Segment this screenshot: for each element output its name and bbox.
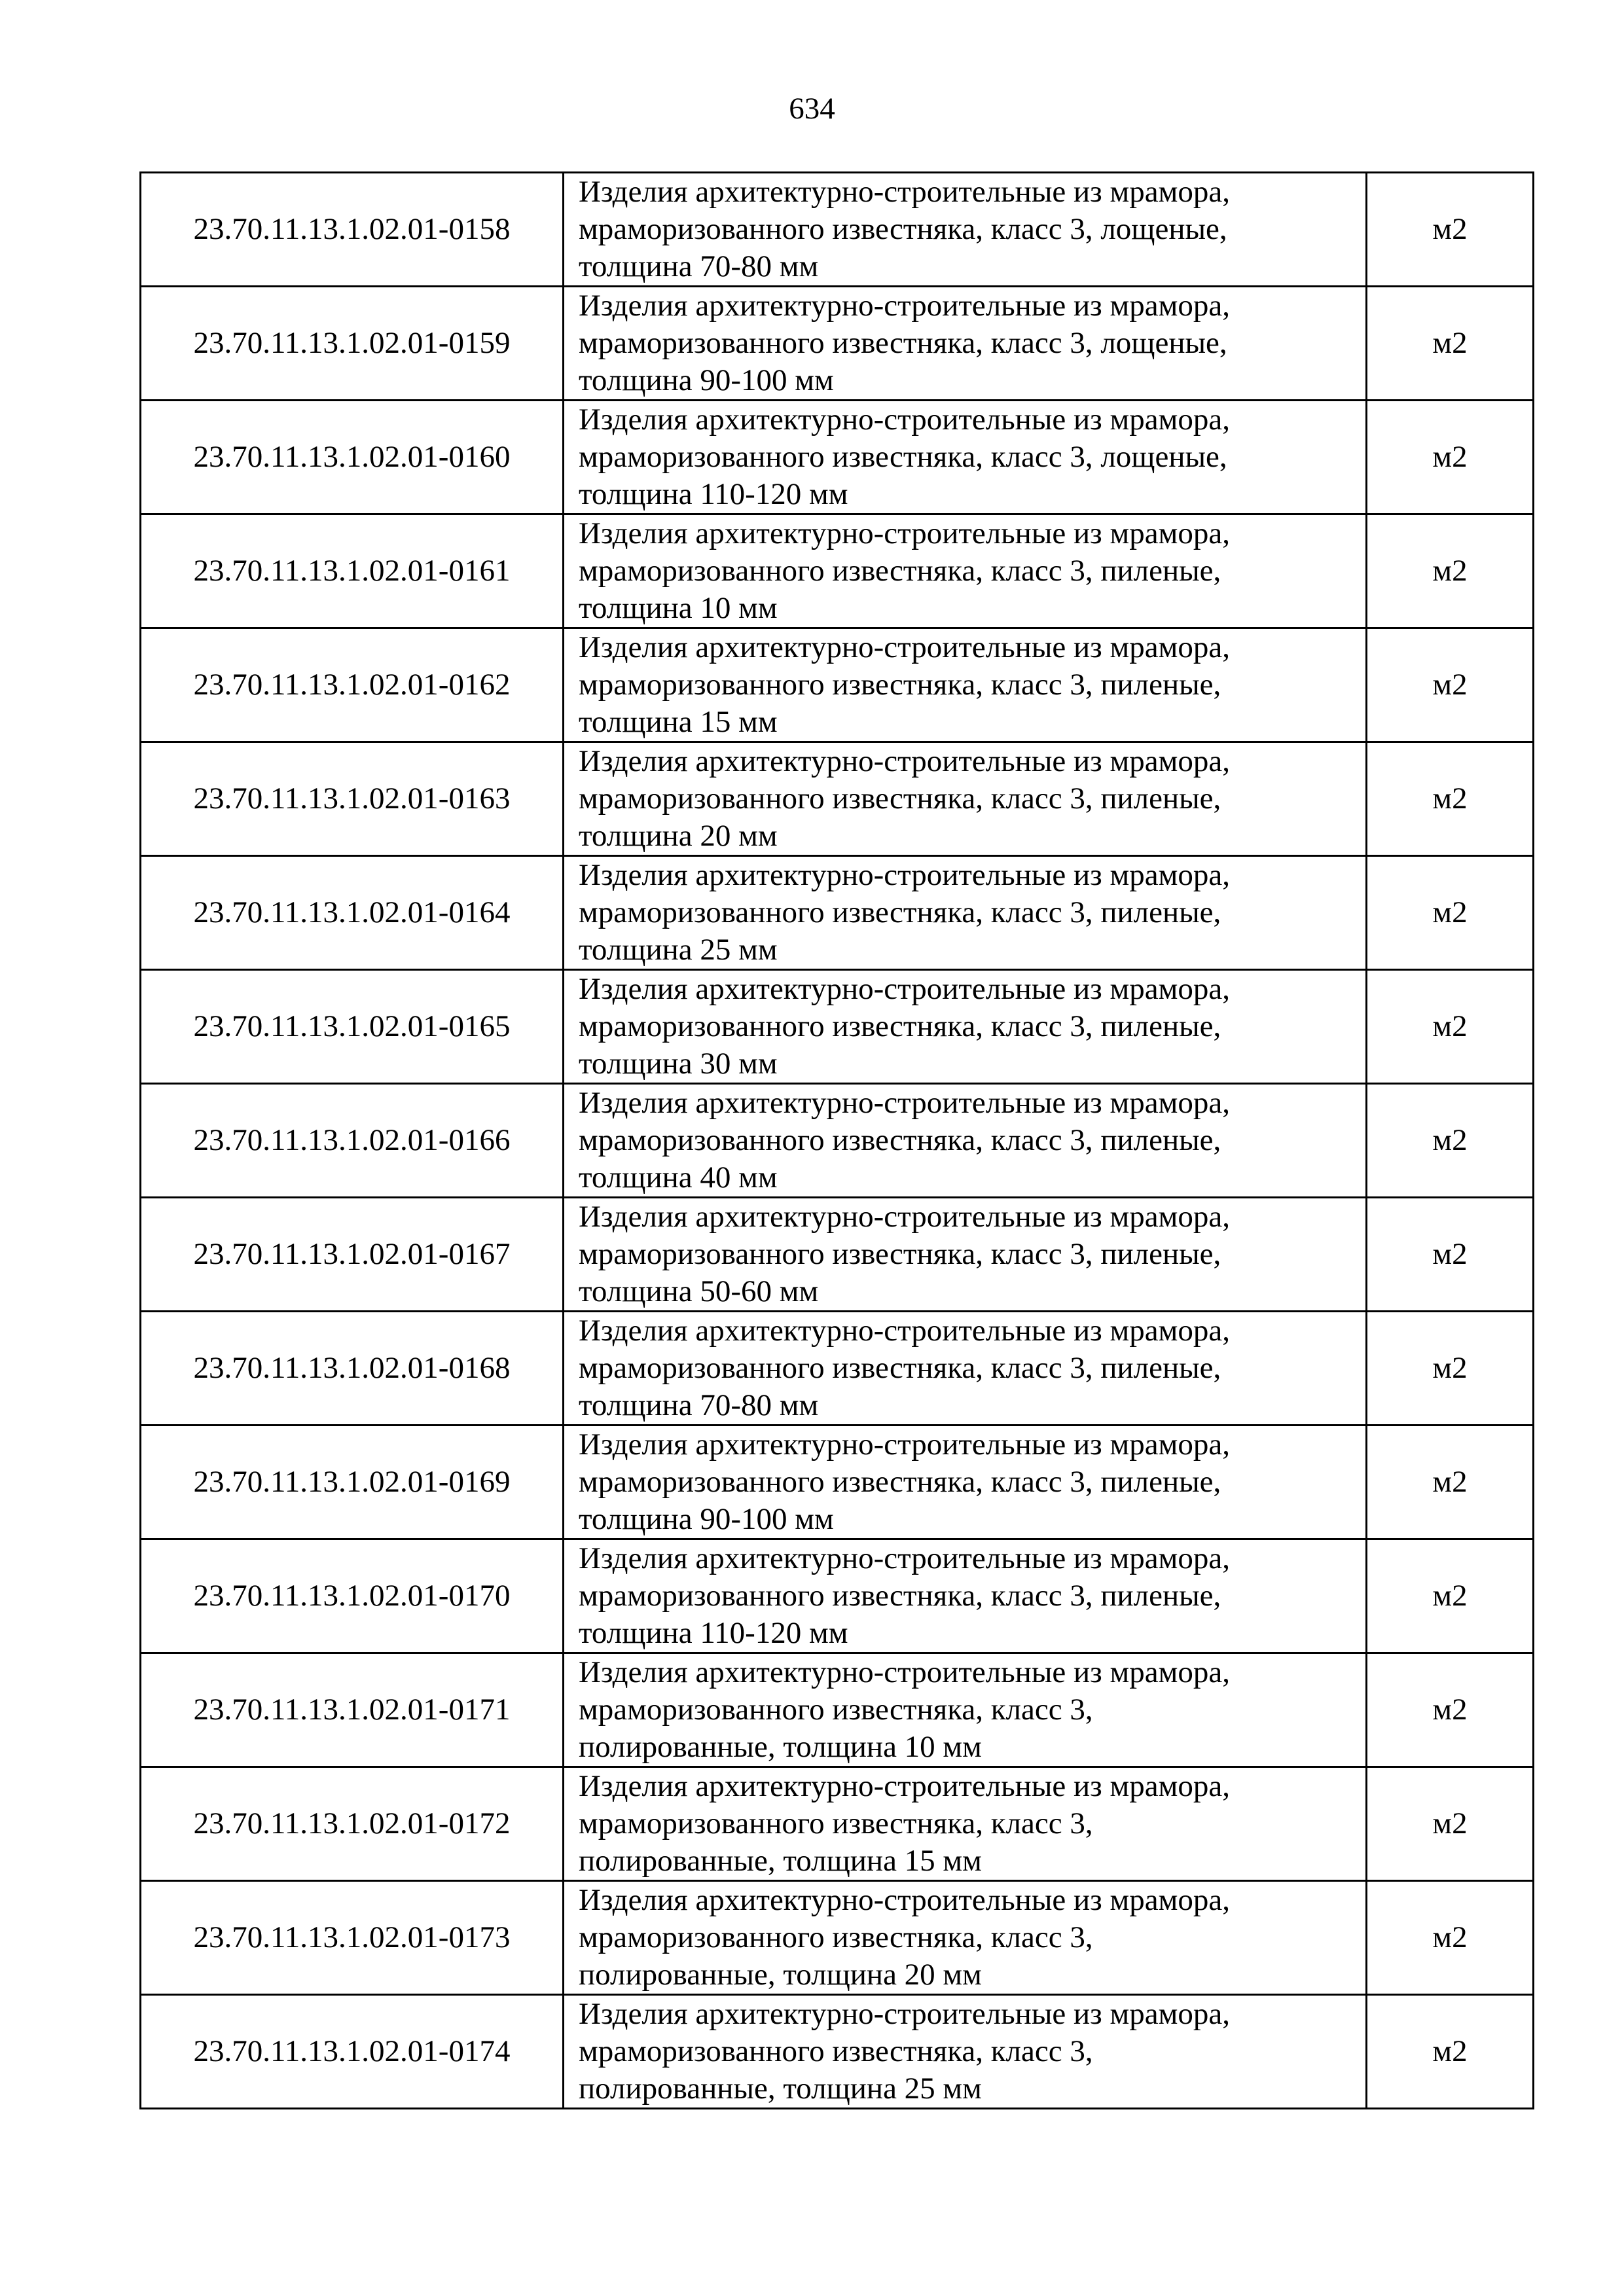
description-line-1: Изделия архитектурно-строительные из мрамора, xyxy=(579,175,1230,209)
description-line-3: толщина 70-80 мм xyxy=(579,1388,819,1422)
table-row-23.70.11.13.1.02.01-0169 xyxy=(141,1426,1534,1539)
table-row-23.70.11.13.1.02.01-0174 xyxy=(141,1995,1534,2109)
description-cell xyxy=(564,173,1367,287)
unit-cell: м2 xyxy=(1367,1426,1534,1539)
table-row-23.70.11.13.1.02.01-0164 xyxy=(141,856,1534,970)
description-cell xyxy=(564,401,1367,514)
table-row-23.70.11.13.1.02.01-0170 xyxy=(141,1539,1534,1653)
description-line-2: мраморизованного известняка, класс 3, пиленые, xyxy=(579,1237,1221,1271)
description-cell xyxy=(564,1995,1367,2109)
description-line-1: Изделия архитектурно-строительные из мрамора, xyxy=(579,1769,1230,1803)
code-cell: 23.70.11.13.1.02.01-0172 xyxy=(141,1767,564,1881)
unit-cell: м2 xyxy=(1367,1881,1534,1995)
code-cell: 23.70.11.13.1.02.01-0159 xyxy=(141,287,564,401)
unit-cell: м2 xyxy=(1367,1312,1534,1426)
description-line-1: Изделия архитектурно-строительные из мрамора, xyxy=(579,858,1230,892)
description-line-2: мраморизованного известняка, класс 3, xyxy=(579,1806,1093,1840)
unit-cell: м2 xyxy=(1367,514,1534,628)
description-cell xyxy=(564,1881,1367,1995)
code-cell: 23.70.11.13.1.02.01-0167 xyxy=(141,1198,564,1312)
description-line-2: мраморизованного известняка, класс 3, лощеные, xyxy=(579,440,1227,474)
description-line-1: Изделия архитектурно-строительные из мрамора, xyxy=(579,1541,1230,1575)
description-line-1: Изделия архитектурно-строительные из мрамора, xyxy=(579,1655,1230,1689)
description-line-1: Изделия архитектурно-строительные из мрамора, xyxy=(579,972,1230,1006)
description-line-3: толщина 90-100 мм xyxy=(579,363,834,397)
description-line-3: толщина 15 мм xyxy=(579,705,778,739)
description-cell xyxy=(564,856,1367,970)
description-line-3: толщина 10 мм xyxy=(579,591,778,625)
page-number: 634 xyxy=(789,92,835,126)
table-row-23.70.11.13.1.02.01-0166 xyxy=(141,1084,1534,1198)
description-line-2: мраморизованного известняка, класс 3, пиленые, xyxy=(579,1579,1221,1613)
table-row-23.70.11.13.1.02.01-0163 xyxy=(141,742,1534,856)
description-line-3: толщина 30 мм xyxy=(579,1047,778,1081)
description-line-1: Изделия архитектурно-строительные из мрамора, xyxy=(579,1200,1230,1234)
description-line-3: толщина 110-120 мм xyxy=(579,477,848,511)
table-row-23.70.11.13.1.02.01-0167 xyxy=(141,1198,1534,1312)
description-line-1: Изделия архитектурно-строительные из мрамора, xyxy=(579,289,1230,323)
description-line-3: толщина 90-100 мм xyxy=(579,1502,834,1536)
unit-cell: м2 xyxy=(1367,1995,1534,2109)
description-line-3: толщина 20 мм xyxy=(579,819,778,853)
description-line-2: мраморизованного известняка, класс 3, пиленые, xyxy=(579,668,1221,702)
code-cell: 23.70.11.13.1.02.01-0161 xyxy=(141,514,564,628)
description-line-1: Изделия архитектурно-строительные из мрамора, xyxy=(579,516,1230,550)
unit-cell: м2 xyxy=(1367,1539,1534,1653)
description-line-3: толщина 110-120 мм xyxy=(579,1616,848,1650)
description-cell xyxy=(564,1426,1367,1539)
description-cell xyxy=(564,742,1367,856)
description-cell xyxy=(564,970,1367,1084)
table-row-23.70.11.13.1.02.01-0158 xyxy=(141,173,1534,287)
description-cell xyxy=(564,1312,1367,1426)
description-line-2: мраморизованного известняка, класс 3, xyxy=(579,2034,1093,2068)
description-line-3: полированные, толщина 10 мм xyxy=(579,1730,982,1764)
code-cell: 23.70.11.13.1.02.01-0165 xyxy=(141,970,564,1084)
description-cell xyxy=(564,287,1367,401)
table-row-23.70.11.13.1.02.01-0171 xyxy=(141,1653,1534,1767)
unit-cell: м2 xyxy=(1367,1653,1534,1767)
unit-cell: м2 xyxy=(1367,970,1534,1084)
description-line-3: толщина 70-80 мм xyxy=(579,249,819,283)
code-cell: 23.70.11.13.1.02.01-0162 xyxy=(141,628,564,742)
description-line-3: полированные, толщина 15 мм xyxy=(579,1844,982,1878)
code-cell: 23.70.11.13.1.02.01-0158 xyxy=(141,173,564,287)
description-cell xyxy=(564,628,1367,742)
description-cell xyxy=(564,1653,1367,1767)
description-line-1: Изделия архитектурно-строительные из мрамора, xyxy=(579,1086,1230,1120)
table-row-23.70.11.13.1.02.01-0160 xyxy=(141,401,1534,514)
description-line-2: мраморизованного известняка, класс 3, xyxy=(579,1920,1093,1954)
code-cell: 23.70.11.13.1.02.01-0169 xyxy=(141,1426,564,1539)
code-cell: 23.70.11.13.1.02.01-0174 xyxy=(141,1995,564,2109)
unit-cell: м2 xyxy=(1367,742,1534,856)
resource-table xyxy=(139,171,1534,2109)
code-cell: 23.70.11.13.1.02.01-0170 xyxy=(141,1539,564,1653)
description-line-2: мраморизованного известняка, класс 3, xyxy=(579,1693,1093,1727)
table-row-23.70.11.13.1.02.01-0159 xyxy=(141,287,1534,401)
description-line-3: полированные, толщина 20 мм xyxy=(579,1958,982,1992)
description-cell xyxy=(564,1084,1367,1198)
description-cell xyxy=(564,1539,1367,1653)
description-line-1: Изделия архитектурно-строительные из мрамора, xyxy=(579,403,1230,437)
description-line-2: мраморизованного известняка, класс 3, пиленые, xyxy=(579,1351,1221,1385)
description-line-2: мраморизованного известняка, класс 3, пиленые, xyxy=(579,554,1221,588)
unit-cell: м2 xyxy=(1367,628,1534,742)
table-row-23.70.11.13.1.02.01-0173 xyxy=(141,1881,1534,1995)
unit-cell: м2 xyxy=(1367,856,1534,970)
table-row-23.70.11.13.1.02.01-0165 xyxy=(141,970,1534,1084)
code-cell: 23.70.11.13.1.02.01-0164 xyxy=(141,856,564,970)
description-line-1: Изделия архитектурно-строительные из мрамора, xyxy=(579,1997,1230,2031)
unit-cell: м2 xyxy=(1367,1767,1534,1881)
description-line-1: Изделия архитектурно-строительные из мрамора, xyxy=(579,630,1230,664)
unit-cell: м2 xyxy=(1367,173,1534,287)
description-cell xyxy=(564,1198,1367,1312)
unit-cell: м2 xyxy=(1367,401,1534,514)
description-cell xyxy=(564,1767,1367,1881)
description-line-2: мраморизованного известняка, класс 3, лощеные, xyxy=(579,212,1227,246)
unit-cell: м2 xyxy=(1367,287,1534,401)
description-line-3: полированные, толщина 25 мм xyxy=(579,2072,982,2106)
description-line-1: Изделия архитектурно-строительные из мрамора, xyxy=(579,744,1230,778)
table-body xyxy=(141,173,1534,2109)
description-line-2: мраморизованного известняка, класс 3, пиленые, xyxy=(579,1123,1221,1157)
description-line-2: мраморизованного известняка, класс 3, пиленые, xyxy=(579,895,1221,929)
description-line-1: Изделия архитектурно-строительные из мрамора, xyxy=(579,1314,1230,1348)
code-cell: 23.70.11.13.1.02.01-0171 xyxy=(141,1653,564,1767)
table-row-23.70.11.13.1.02.01-0162 xyxy=(141,628,1534,742)
table-row-23.70.11.13.1.02.01-0161 xyxy=(141,514,1534,628)
description-line-2: мраморизованного известняка, класс 3, пиленые, xyxy=(579,781,1221,816)
code-cell: 23.70.11.13.1.02.01-0163 xyxy=(141,742,564,856)
unit-cell: м2 xyxy=(1367,1084,1534,1198)
description-cell xyxy=(564,514,1367,628)
unit-cell: м2 xyxy=(1367,1198,1534,1312)
description-line-3: толщина 50-60 мм xyxy=(579,1274,819,1308)
code-cell: 23.70.11.13.1.02.01-0166 xyxy=(141,1084,564,1198)
description-line-2: мраморизованного известняка, класс 3, лощеные, xyxy=(579,326,1227,360)
table-row-23.70.11.13.1.02.01-0168 xyxy=(141,1312,1534,1426)
description-line-1: Изделия архитектурно-строительные из мрамора, xyxy=(579,1427,1230,1462)
code-cell: 23.70.11.13.1.02.01-0168 xyxy=(141,1312,564,1426)
description-line-3: толщина 25 мм xyxy=(579,933,778,967)
table-row-23.70.11.13.1.02.01-0172 xyxy=(141,1767,1534,1881)
description-line-1: Изделия архитектурно-строительные из мрамора, xyxy=(579,1883,1230,1917)
code-cell: 23.70.11.13.1.02.01-0160 xyxy=(141,401,564,514)
description-line-3: толщина 40 мм xyxy=(579,1160,778,1194)
code-cell: 23.70.11.13.1.02.01-0173 xyxy=(141,1881,564,1995)
description-line-2: мраморизованного известняка, класс 3, пиленые, xyxy=(579,1465,1221,1499)
description-line-2: мраморизованного известняка, класс 3, пиленые, xyxy=(579,1009,1221,1043)
